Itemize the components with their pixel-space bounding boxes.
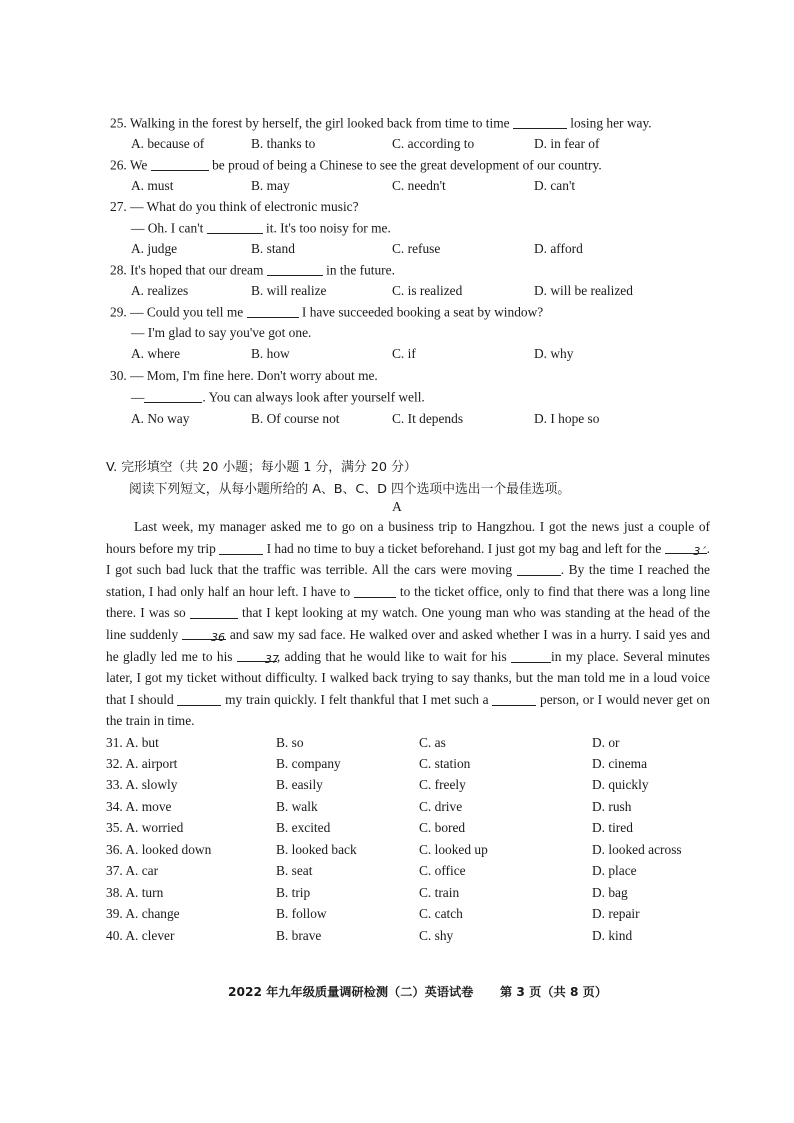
option-31-a: 31. A. but (106, 735, 159, 750)
blank-37: 37 (237, 648, 277, 662)
option-34-d: D. rush (592, 799, 632, 814)
option-36-c: C. looked up (419, 842, 488, 857)
option-36-d: D. looked across (592, 842, 682, 857)
option-32-d: D. cinema (592, 756, 648, 771)
q27-option-d: D. afford (534, 241, 583, 256)
q26-option-b: B. may (251, 178, 290, 193)
section-title: V. 完形填空（共 20 小题；每小题 1 分，满分 20 分） (106, 460, 417, 475)
option-36-a: 36. A. looked down (106, 842, 212, 857)
option-31-b: B. so (276, 735, 304, 750)
q27-option-c: C. refuse (392, 241, 441, 256)
q30-option-b: B. Of course not (251, 411, 340, 426)
q25-option-a: A. because of (131, 136, 205, 151)
answer-blank (151, 157, 209, 171)
q29-option-b: B. how (251, 346, 290, 361)
q30-option-a: A. No way (131, 411, 190, 426)
option-40-d: D. kind (592, 928, 633, 943)
option-39-a: 39. A. change (106, 906, 180, 921)
q29-option-a: A. where (131, 346, 181, 361)
q25-option-b: B. thanks to (251, 136, 316, 151)
option-35-c: C. bored (419, 820, 466, 835)
question-26-stem: 26. We be proud of being a Chinese to see the great development of our country. (110, 157, 602, 173)
option-34-c: C. drive (419, 799, 463, 814)
blank-31 (219, 540, 263, 554)
question-29-line2: — I'm glad to say you've got one. (131, 325, 312, 340)
q29-option-c: C. if (392, 346, 416, 361)
answer-blank (144, 389, 202, 403)
option-39-c: C. catch (419, 906, 463, 921)
q27-option-a: A. judge (131, 241, 178, 256)
question-28-stem: 28. It's hoped that our dream in the future. (110, 262, 395, 278)
question-27-stem: 27. — What do you think of electronic music? (110, 199, 359, 214)
q28-option-d: D. will be realized (534, 283, 633, 298)
option-32-a: 32. A. airport (106, 756, 178, 771)
question-29-stem: 29. — Could you tell me I have succeeded booking a seat by window? (110, 304, 544, 320)
q26-option-d: D. can't (534, 178, 576, 193)
q28-option-a: A. realizes (131, 283, 189, 298)
blank-34 (354, 583, 396, 597)
option-33-a: 33. A. slowly (106, 777, 178, 792)
question-30-line2: — . You can always look after yourself well. (131, 389, 425, 405)
option-37-c: C. office (419, 863, 466, 878)
blank-32: 3´ (665, 540, 707, 554)
q27-option-b: B. stand (251, 241, 295, 256)
option-36-b: B. looked back (276, 842, 357, 857)
option-35-b: B. excited (276, 820, 331, 835)
option-40-b: B. brave (276, 928, 322, 943)
option-33-b: B. easily (276, 777, 323, 792)
question-30-stem: 30. — Mom, I'm fine here. Don't worry about me. (110, 368, 378, 383)
option-35-d: D. tired (592, 820, 633, 835)
blank-36: 36 (182, 626, 226, 640)
option-32-b: B. company (276, 756, 341, 771)
footer-title: 2022 年九年级质量调研检测（二）英语试卷 (228, 985, 474, 999)
q28-option-c: C. is realized (392, 283, 463, 298)
question-25-stem: 25. Walking in the forest by herself, the girl looked back from time to time losing her way. (110, 115, 652, 131)
option-33-c: C. freely (419, 777, 466, 792)
option-31-d: D. or (592, 735, 620, 750)
option-37-a: 37. A. car (106, 863, 159, 878)
blank-33 (517, 562, 561, 576)
blank-39 (177, 691, 221, 705)
blank-35 (190, 605, 238, 619)
option-34-b: B. walk (276, 799, 318, 814)
q28-option-b: B. will realize (251, 283, 327, 298)
option-37-d: D. place (592, 863, 637, 878)
option-37-b: B. seat (276, 863, 313, 878)
answer-blank (247, 304, 299, 318)
section-instruction: 阅读下列短文，从每小题所给的 A、B、C、D 四个选项中选出一个最佳选项。 (129, 482, 571, 497)
question-27-line2: — Oh. I can't it. It's too noisy for me. (131, 220, 391, 236)
passage-text: Last week, my manager asked me to go on a business trip to Hangzhou. I got the news just a couple of hours before my trip I had no time to buy a ticket beforehand. I just got my bag and left for the 3´. I got such bad luck that the traffic was terrible. All the cars were moving . By the time I reached the station, I had only half an hour left. I have to to the ticket office, only to find that there was a long line there. I was so that I kept looking at my watch. One young man who was standing at the head of the line suddenly 36 and saw my sad face. He walked over and asked whether I was in a hurry. I said yes and he gladly led me to his 37, adding that he would like to wait for his in my place. Several minutes later, I got my ticket without difficulty. I walked back trying to say thanks, but the man told me in a loud voice that I should my train quickly. I felt thankful that I met such a person, or I would never get on the train in time. (106, 519, 711, 729)
answer-blank (513, 115, 567, 129)
cloze-passage (106, 516, 710, 732)
answer-blank (267, 262, 323, 276)
option-32-c: C. station (419, 756, 471, 771)
option-40-a: 40. A. clever (106, 928, 175, 943)
option-39-b: B. follow (276, 906, 327, 921)
option-38-a: 38. A. turn (106, 885, 164, 900)
option-33-d: D. quickly (592, 777, 649, 792)
q29-option-d: D. why (534, 346, 574, 361)
option-38-b: B. trip (276, 885, 311, 900)
footer-page-number: 第 3 页（共 8 页） (500, 985, 608, 999)
answer-blank (207, 220, 263, 234)
option-31-c: C. as (419, 735, 446, 750)
option-40-c: C. shy (419, 928, 454, 943)
q25-option-d: D. in fear of (534, 136, 600, 151)
option-38-d: D. bag (592, 885, 628, 900)
option-39-d: D. repair (592, 906, 640, 921)
option-34-a: 34. A. move (106, 799, 172, 814)
q30-option-d: D. I hope so (534, 411, 600, 426)
q25-option-c: C. according to (392, 136, 475, 151)
blank-40 (492, 691, 536, 705)
q26-option-c: C. needn't (392, 178, 446, 193)
q26-option-a: A. must (131, 178, 174, 193)
blank-38 (511, 648, 551, 662)
q30-option-c: C. It depends (392, 411, 464, 426)
passage-label: A (392, 499, 402, 514)
option-38-c: C. train (419, 885, 460, 900)
option-35-a: 35. A. worried (106, 820, 184, 835)
